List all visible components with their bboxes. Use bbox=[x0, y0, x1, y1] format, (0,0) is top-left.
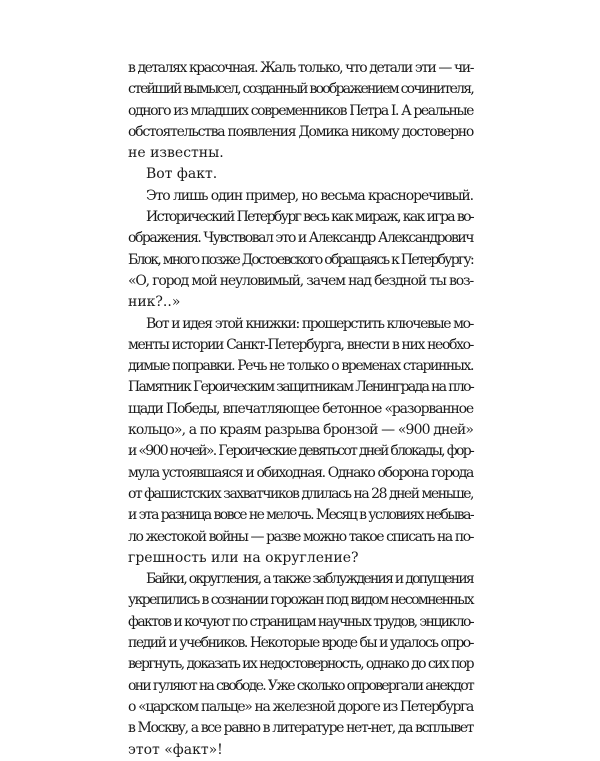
text-line: обстоятельства появления Домика никому достоверно bbox=[128, 123, 473, 140]
text-line: «О, город мой неуловимый, зачем над бездной ты воз- bbox=[128, 272, 473, 289]
text-line: Вот факт. bbox=[146, 166, 218, 183]
text-line: Байки, округления, а также заблуждения и допущения bbox=[146, 571, 474, 588]
text-line: и «900 ночей». Героические девятьсот дней блокады, фор- bbox=[128, 443, 473, 460]
text-line: укрепились в сознании горожан под видом несомненных bbox=[128, 592, 473, 609]
text-line: ло жестокой войны — разве можно такое списать на по- bbox=[128, 528, 473, 545]
text-line: педий и учебников. Некоторые вроде бы и удалось опро- bbox=[128, 635, 474, 652]
text-line: этот «факт»! bbox=[128, 741, 223, 758]
text-line: Это лишь один пример, но весьма красноречивый. bbox=[146, 187, 474, 204]
text-line: кольцо», а по краям разрыва бронзой — «900 дней» bbox=[128, 422, 474, 439]
text-line: от фашистских захватчиков длилась на 28 дней меньше, bbox=[128, 485, 473, 502]
text-line: в деталях красочная. Жаль только, что детали эти — чи- bbox=[128, 60, 473, 76]
text-line: и эта разница вовсе не мелочь. Месяц в условиях небыва- bbox=[128, 507, 474, 524]
text-line: вергнуть, доказать их недостоверность, однако до сих пор bbox=[128, 656, 473, 673]
text-line: щади Победы, впечатляющее бетонное «разорванное bbox=[128, 400, 473, 417]
text-line: димые поправки. Речь не только о временах старинных. bbox=[128, 358, 473, 375]
text-line: Исторический Петербург весь как мираж, как игра во- bbox=[146, 209, 473, 226]
text-line: Блок, много позже Достоевского обращаясь к Петербургу: bbox=[128, 251, 474, 268]
text-line: стейший вымысел, созданный воображением сочинителя, bbox=[128, 81, 474, 98]
text-line: они гуляют на свободе. Уже сколько опровергали анекдот bbox=[128, 677, 474, 694]
text-line: грешность или на округление? bbox=[128, 549, 359, 566]
text-line: фактов и кочуют по страницам научных трудов, энцикло- bbox=[128, 613, 473, 630]
text-line: в Москву, а все равно в литературе нет-нет, да всплывет bbox=[128, 720, 473, 737]
text-line: о «царском пальце» на железной дороге из Петербурга bbox=[128, 698, 474, 715]
text-line: не известны. bbox=[128, 145, 224, 162]
text-line: одного из младших современников Петра I. А реальные bbox=[128, 102, 474, 119]
text-line: Вот и идея этой книжки: прошерстить ключевые мо- bbox=[146, 315, 474, 332]
text-line: ник?..» bbox=[128, 294, 181, 311]
text-line: ображения. Чувствовал это и Александр Александрович bbox=[128, 230, 474, 247]
body-text bbox=[128, 58, 473, 761]
text-line: Памятник Героическим защитникам Ленинграда на пло- bbox=[128, 379, 474, 396]
text-line: менты истории Санкт-Петербурга, внести в них необхо- bbox=[128, 336, 474, 353]
text-line: мула устоявшаяся и обиходная. Однако оборона города bbox=[128, 464, 473, 481]
